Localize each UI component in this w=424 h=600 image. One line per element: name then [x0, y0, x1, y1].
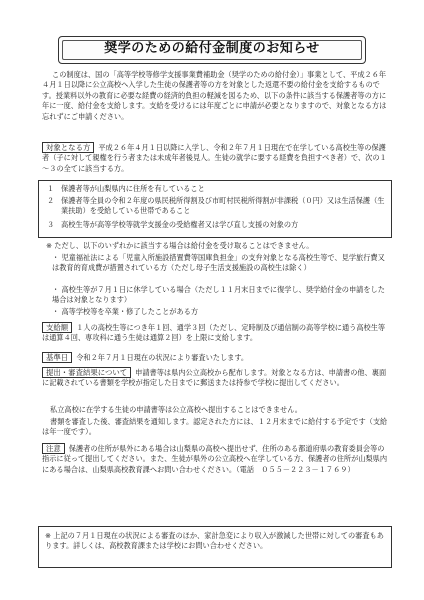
submission-label: 提出・審査結果について	[42, 367, 131, 378]
review-note: 書類を審査した後、審査結果を通知します。認定された方には、１２月末までに給付する予定です（支給は年一度です）。	[42, 417, 388, 437]
condition-number: ２	[47, 196, 55, 205]
condition-text: 高校生等が高等学校等就学支援金の受給権者又は学び直し支援の対象の方	[61, 220, 299, 229]
amount-section	[42, 322, 390, 344]
base-date-label: 基準日	[42, 352, 72, 363]
condition-text: 保護者等全員の令和２年度の県民税所得割及び市町村民税所得割が非課税（０円）又は生活保護（生業扶助）を受給している世帯であること	[61, 196, 385, 216]
intro-paragraph: この制度は、国の「高等学校等修学支援事業費補助金（奨学のための給付金）」事業として、平成２６年４月１日以降に公立高校へ入学した生徒の保護者等の方を対象とした返還不要の給付金を支給するものです。授業料以外の教育に必要な経費の経済的負担の軽減を図るため、以下の条件に該当する保護者等の方に年に一度、給付金を支給します。支給を受けるには年度ごとに申請が必要となりますので、対象となる方は忘れずにご申請ください。	[42, 70, 387, 121]
footer-note: ※ 上記の７月１日現在の状況による審査のほか、家計急変により収入が激減した世帯に対しての審査もあります。詳しくは、高校教育課または学校にお問い合わせください。	[45, 531, 384, 551]
conditions-box	[38, 180, 392, 238]
target-section	[42, 142, 390, 174]
private-school-note: 私立高校に在学する生徒の申請書等は公立高校へ提出することはできません。	[50, 405, 302, 414]
exclusion-item: ・ 高校生等が７月１日に休学している場合（ただし１１月末日までに復学し、奨学給付金の申請をした場合は対象となります）	[52, 285, 385, 305]
target-text: 平成２６年４月１日以降に入学し、令和２年７月１日現在で在学している高校生等の保護者（子に対して親権を行う者または未成年者後見人。生徒の就学に要する経費を負担すべき者）で、次の１～３の全てに該当する方。	[42, 143, 387, 173]
amount-label: 支給額	[42, 322, 72, 333]
amount-text: １人の高校生等につき年１回、通学３回（ただし、定時制及び通信制の高等学校に通う高校生等は通算４回、専攻科に通う生徒は通算２回）を上限に支給します。	[42, 323, 386, 343]
title-box	[58, 36, 366, 64]
exclusion-item: ・ 高等学校等を卒業・修了したことがある方	[52, 307, 199, 316]
condition-number: ３	[47, 220, 55, 229]
base-date-text: 令和２年７月１日現在の状況により審査いたします。	[76, 353, 249, 362]
exclusion-note: ※ ただし、以下のいずれかに該当する場合は給付金を受け取ることはできません。	[46, 241, 314, 250]
target-label: 対象となる方	[42, 142, 94, 153]
footer-box	[38, 526, 392, 568]
condition-number: １	[47, 184, 55, 193]
caution-section	[42, 443, 390, 475]
submission-section	[42, 367, 390, 389]
caution-text: 保護者の住所が県外にある場合は山梨県の高校へ提出せず、住所のある都道府県の教育委員会等の指示に従って提出してください。また、生徒が県外の公立高校へ在学している方、保護者の住所が山梨県内にある場合は、山梨県高校教育課へお問い合わせください。（電話 ０５５－２２３－１７６９）	[42, 444, 388, 474]
page-title: 奨学のための給付金制度のお知らせ	[104, 41, 320, 56]
caution-label: 注意	[42, 443, 65, 454]
condition-text: 保護者等が山梨県内に住所を有していること	[61, 184, 205, 193]
submission-text: 申請書等は県内公立高校から配布します。対象となる方は、申請書の他、裏面に記載されている書類を学校が指定した日までに郵送または持参で学校に提出してください。	[42, 368, 387, 388]
base-date-section	[42, 352, 390, 363]
exclusion-item: ・ 児童福祉法による「児童入所施設措置費等国庫負担金」の支弁対象となる高校生等で、見学旅行費又は教育的育成費が措置されている方（ただし母子生活支援施設の高校生は除く）	[52, 253, 385, 273]
